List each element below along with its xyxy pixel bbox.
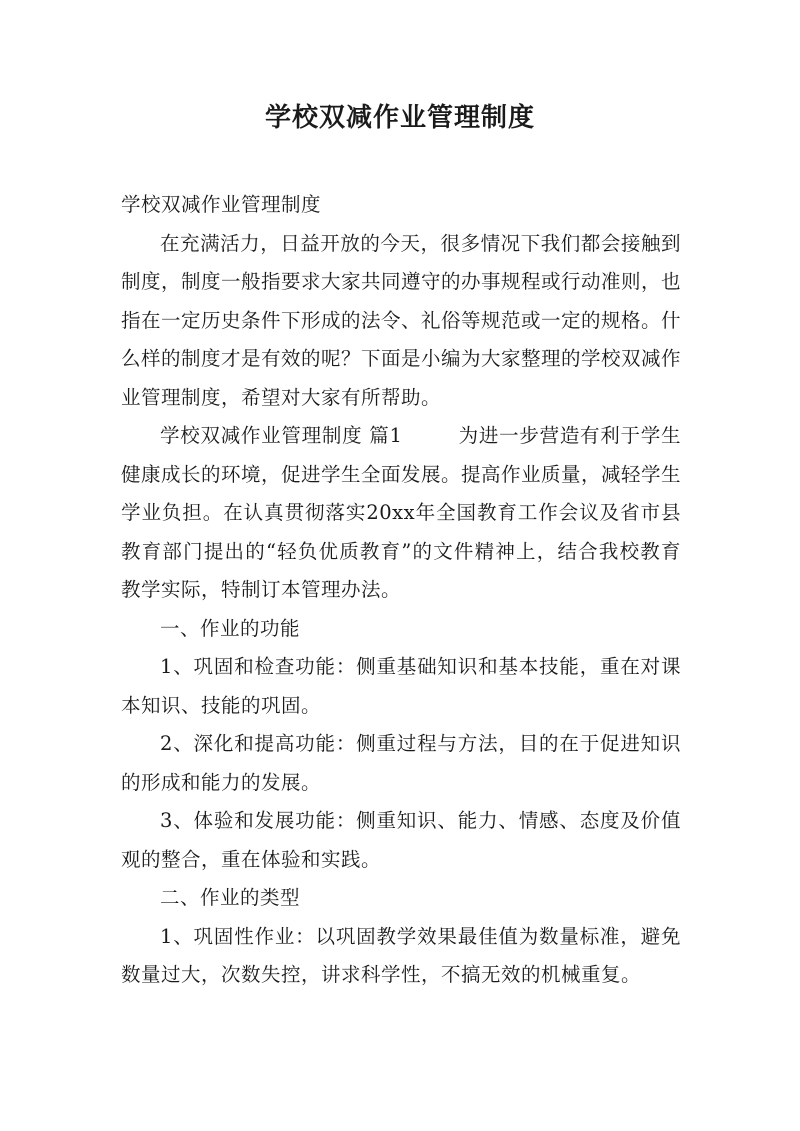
- document-title: 学校双减作业管理制度: [264, 103, 535, 133]
- document-subtitle: 学校双减作业管理制度: [121, 193, 322, 216]
- section-paragraph: [121, 417, 681, 610]
- part1-item: 1、巩固和检查功能：侧重基础知识和基本技能，重在对课本知识、技能的巩固。: [121, 655, 681, 717]
- part1-item: 2、深化和提高功能：侧重过程与方法，目的在于促进知识的形成和能力的发展。: [121, 732, 681, 794]
- section-heading: 学校双减作业管理制度 篇1: [160, 424, 403, 447]
- part2-heading: 二、作业的类型: [160, 886, 301, 909]
- part2-item: 1、巩固性作业：以巩固教学效果最佳值为数量标准，避免数量过大，次数失控，讲求科学性，不搞无效的机械重复。: [121, 924, 681, 986]
- document-body: [121, 186, 681, 995]
- part1-item: 3、体验和发展功能：侧重知识、能力、情感、态度及价值观的整合，重在体验和实践。: [121, 809, 681, 871]
- part1-heading: 一、作业的功能: [160, 616, 301, 640]
- intro-paragraph: 在充满活力，日益开放的今天，很多情况下我们都会接触到制度，制度一般指要求大家共同遵守的办事规程或行动准则，也指在一定历史条件下形成的法令、礼俗等规范或一定的规格。什么样的制度才是有效的呢？下面是小编为大家整理的学校双减作业管理制度，希望对大家有所帮助。: [121, 231, 682, 409]
- section-intro: 为进一步营造有利于学生健康成长的环境，促进学生全面发展。提高作业质量，减轻学生学业负担。在认真贯彻落实20xx年全国教育工作会议及省市县教育部门提出的“轻负优质教育”的文件精神上，结合我校教育教学实际，特制订本管理办法。: [121, 424, 682, 601]
